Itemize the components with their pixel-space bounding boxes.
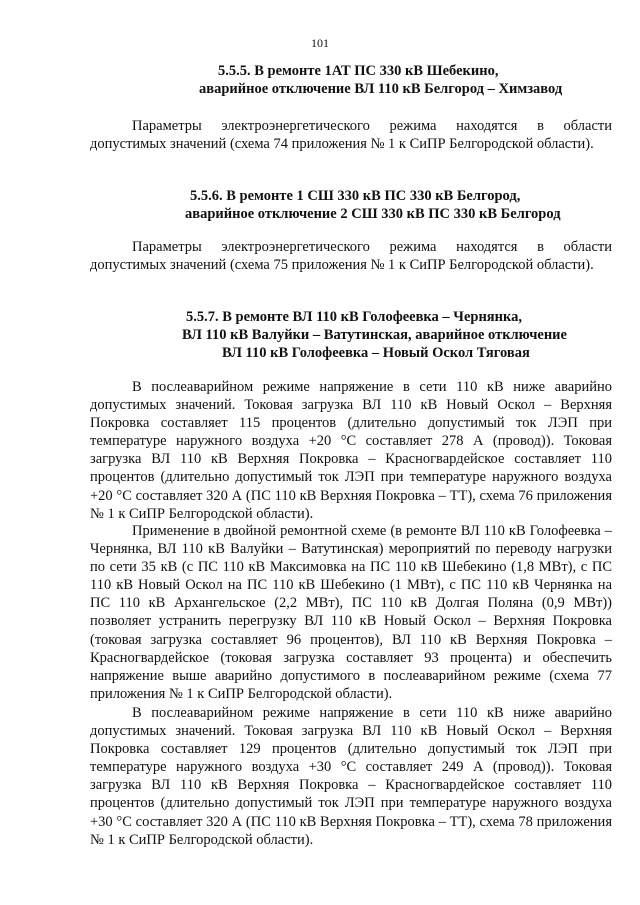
page-number: 101 [311,36,329,50]
heading-line: аварийное отключение 2 СШ 330 кВ ПС 330 кВ Белгород [185,206,561,222]
heading-line: 5.5.5. В ремонте 1АТ ПС 330 кВ Шебекино, [218,63,499,79]
paragraph: Параметры электроэнергетического режима находятся в области допустимых значений (схема 75 приложения № 1 к СиПР Белгородской области). [90,239,612,274]
paragraph: Параметры электроэнергетического режима находятся в области допустимых значений (схема 74 приложения № 1 к СиПР Белгородской области). [90,118,612,153]
heading-line: ВЛ 110 кВ Голофеевка – Новый Оскол Тяговая [222,345,530,361]
paragraph: В послеаварийном режиме напряжение в сети 110 кВ ниже аварийно допустимых значений. Токовая загрузка ВЛ 110 кВ Новый Оскол – Верхняя Покровка составляет 129 процентов (длительно допустимый ток ЛЭП при температуре наружного воздуха +30 °С составляет 249 А (провод)). Токовая загрузка ВЛ 110 кВ Верхняя Покровка – Красногвардейское составляет 110 процентов (длительно допустимый ток ЛЭП при температуре наружного воздуха +30 °С составляет 320 А (ПС 110 кВ Верхняя Покровка – ТТ), схема 78 приложения № 1 к СиПР Белгородской области). [90,705,612,848]
heading-line: ВЛ 110 кВ Валуйки – Ватутинская, аварийное отключение [182,327,567,343]
heading-line: аварийное отключение ВЛ 110 кВ Белгород – Химзавод [199,81,563,97]
paragraph: В послеаварийном режиме напряжение в сети 110 кВ ниже аварийно допустимых значений. Токовая загрузка ВЛ 110 кВ Новый Оскол – Верхняя Покровка составляет 115 процентов (длительно допустимый ток ЛЭП при температуре наружного воздуха +20 °С составляет 278 А (провод)). Токовая загрузка ВЛ 110 кВ Верхняя Покровка – Красногвардейское составляет 110 процентов (длительно допустимый ток ЛЭП при температуре наружного воздуха +20 °С составляет 320 А (ПС 110 кВ Верхняя Покровка – ТТ), схема 76 приложения № 1 к СиПР Белгородской области). [90,379,612,522]
heading-line: 5.5.7. В ремонте ВЛ 110 кВ Голофеевка – Чернянка, [186,309,523,325]
heading-line: 5.5.6. В ремонте 1 СШ 330 кВ ПС 330 кВ Белгород, [190,188,521,204]
paragraph: Применение в двойной ремонтной схеме (в ремонте ВЛ 110 кВ Голофеевка – Чернянка, ВЛ 110 кВ Валуйки – Ватутинская) мероприятий по переводу нагрузки по сети 35 кВ (с ПС 110 кВ Максимовка на ПС 110 кВ Шебекино (1,8 МВт), с ПС 110 кВ Новый Оскол на ПС 110 кВ Шебекино (1 МВт), с ПС 110 кВ Чернянка на ПС 110 кВ Архангельское (2,2 МВт), ПС 110 кВ Долгая Поляна (0,9 МВт)) позволяет устранить перегрузку ВЛ 110 кВ Новый Оскол – Верхняя Покровка (токовая загрузка составляет 96 процентов), ВЛ 110 кВ Верхняя Покровка – Красногвардейское (токовая загрузка составляет 93 процента) и обеспечить напряжение выше аварийно допустимого в послеаварийном режиме (схема 77 приложения № 1 к СиПР Белгородской области). [90,523,612,702]
